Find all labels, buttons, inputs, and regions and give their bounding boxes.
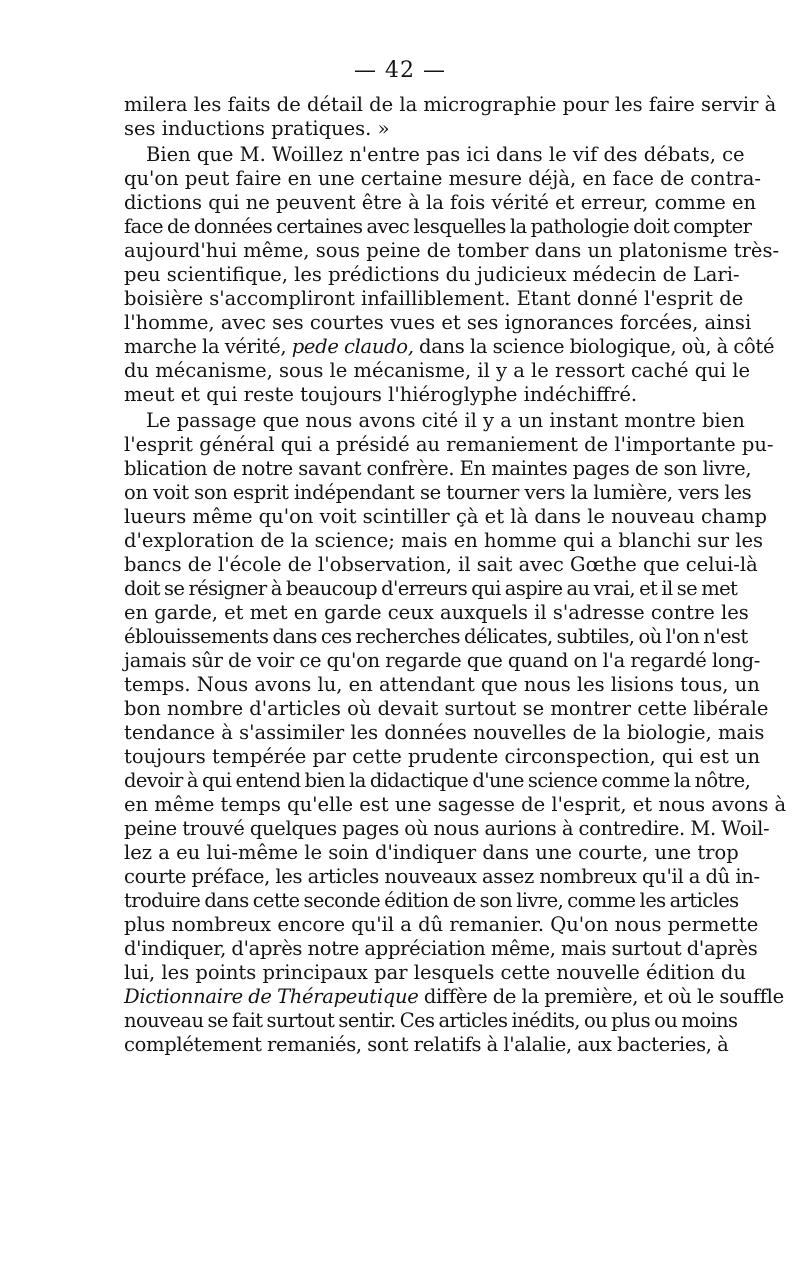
text-line: du mécanisme, sous le mécanisme, il y a le ressort caché qui le	[124, 359, 751, 382]
text-line: meut et qui reste toujours l'hiéroglyphe indéchiffré.	[124, 383, 638, 406]
text-line: peine trouvé quelques pages où nous aurions à contredire. M. Woil-	[124, 817, 770, 840]
text-line: jamais sûr de voir ce qu'on regarde que quand on l'a regardé long-	[124, 649, 761, 672]
text-line: blication de notre savant confrère. En maintes pages de son livre,	[124, 457, 752, 480]
text-line: boisière s'accompliront infailliblement. Etant donné l'esprit de	[124, 287, 744, 310]
text-line: bon nombre d'articles où devait surtout se montrer cette libérale	[124, 697, 769, 720]
italic-phrase: pede claudo,	[291, 335, 414, 358]
text-line: éblouissements dans ces recherches délicates, subtiles, où l'on n'est	[124, 625, 748, 648]
text-line: doit se résigner à beaucoup d'erreurs qui aspire au vrai, et il se met	[124, 577, 738, 600]
text-line: d'indiquer, d'après notre appréciation même, mais surtout d'après	[124, 937, 758, 960]
text-line: plus nombreux encore qu'il a dû remanier. Qu'on nous permette	[124, 913, 759, 936]
text-line: qu'on peut faire en une certaine mesure déjà, en face de contra-	[124, 167, 761, 190]
text-line: en garde, et met en garde ceux auxquels il s'adresse contre les	[124, 601, 749, 624]
text-line: tendance à s'assimiler les données nouvelles de la biologie, mais	[124, 721, 765, 744]
text-line: temps. Nous avons lu, en attendant que nous les lisions tous, un	[124, 673, 760, 696]
text-line: en même temps qu'elle est une sagesse de l'esprit, et nous avons à	[124, 793, 787, 816]
paragraph-start-line: Le passage que nous avons cité il y a un instant montre bien	[146, 409, 745, 432]
text-line: on voit son esprit indépendant se tourner vers la lumière, vers les	[124, 481, 752, 504]
text-line	[124, 335, 775, 359]
text-run: diffère de la première, et où le souffle	[418, 985, 784, 1008]
text-line: dictions qui ne peuvent être à la fois vérité et erreur, comme en	[124, 191, 757, 214]
text-line: nouveau se fait surtout sentir. Ces articles inédits, ou plus ou moins	[124, 1009, 738, 1032]
text-line: lez a eu lui-même le soin d'indiquer dans une courte, une trop	[124, 841, 739, 864]
text-line: ses inductions pratiques. »	[124, 117, 390, 140]
text-line: peu scientifique, les prédictions du judicieux médecin de Lari-	[124, 263, 740, 286]
text-line: l'homme, avec ses courtes vues et ses ignorances forcées, ainsi	[124, 311, 752, 334]
text-line: courte préface, les articles nouveaux assez nombreux qu'il a dû in-	[124, 865, 760, 888]
text-line: l'esprit général qui a présidé au remaniement de l'importante pu-	[124, 433, 774, 456]
text-line	[124, 985, 784, 1009]
text-run: marche la vérité,	[124, 335, 292, 358]
paragraph-start-line: Bien que M. Woillez n'entre pas ici dans le vif des débats, ce	[146, 143, 745, 166]
italic-title: Dictionnaire de Thérapeutique	[124, 985, 419, 1008]
text-line: devoir à qui entend bien la didactique d'une science comme la nôtre,	[124, 769, 751, 792]
text-line: lui, les points principaux par lesquels cette nouvelle édition du	[124, 961, 746, 984]
text-line: bancs de l'école de l'observation, il sait avec Gœthe que celui-là	[124, 553, 758, 576]
page-number: — 42 —	[354, 58, 446, 83]
text-line: d'exploration de la science; mais en homme qui a blanchi sur les	[124, 529, 763, 552]
text-line: complétement remaniés, sont relatifs à l'alalie, aux bacteries, à	[124, 1033, 729, 1056]
text-line: face de données certaines avec lesquelles la pathologie doit compter	[124, 215, 752, 238]
text-run: dans la science biologique, où, à côté	[413, 335, 775, 358]
text-line: lueurs même qu'on voit scintiller çà et là dans le nouveau champ	[124, 505, 768, 528]
text-line: milera les faits de détail de la micrographie pour les faire servir à	[124, 93, 777, 116]
text-line: toujours tempérée par cette prudente circonspection, qui est un	[124, 745, 761, 768]
text-line: troduire dans cette seconde édition de son livre, comme les articles	[124, 889, 739, 912]
text-line: aujourd'hui même, sous peine de tomber dans un platonisme très-	[124, 239, 780, 262]
